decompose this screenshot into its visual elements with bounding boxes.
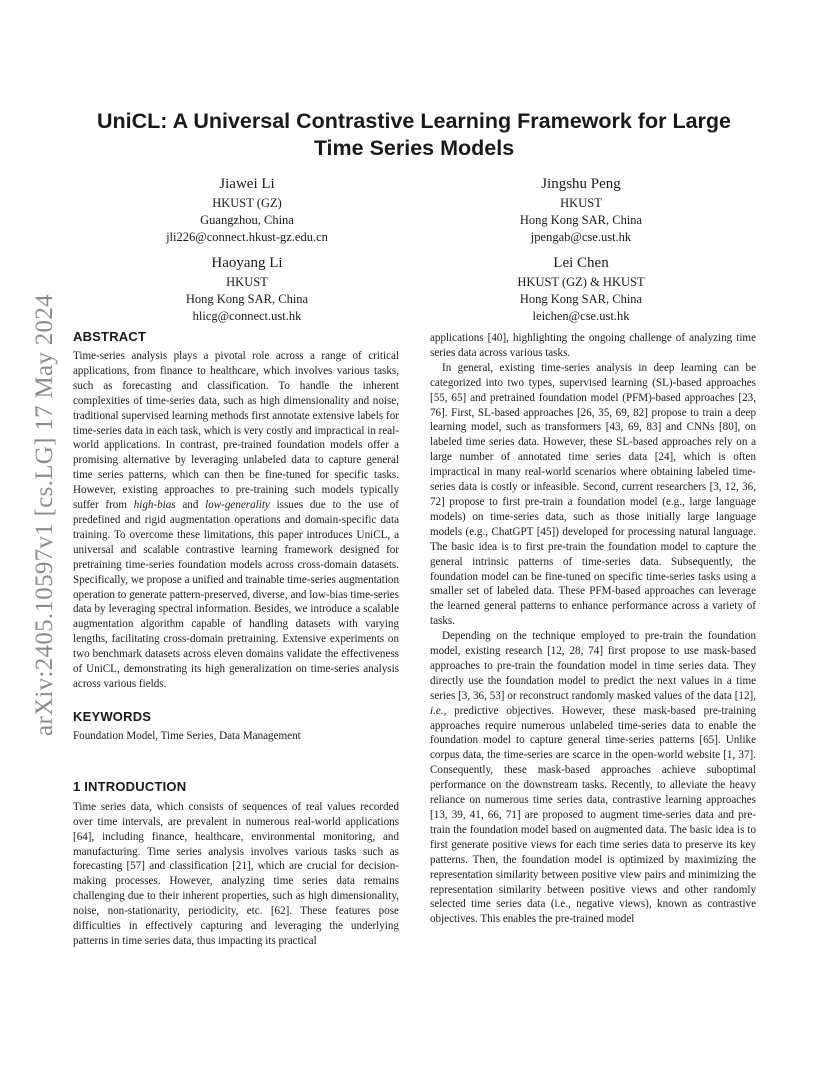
author-email: jpengab@cse.ust.hk: [530, 230, 632, 244]
arxiv-identifier-stamp: [28, 270, 62, 760]
author-location: Guangzhou, China: [200, 213, 294, 227]
author-location: Hong Kong SAR, China: [185, 292, 309, 306]
introduction-heading: 1 INTRODUCTION: [73, 778, 187, 794]
arxiv-identifier-text: arXiv:2405.10597v1 [cs.LG] 17 May 2024: [31, 294, 58, 736]
body-paragraph: Depending on the technique employed to pre-train the foundation model, existing research [12, 28, 74] first propose to use mask-based approaches to pre-train the foundation model in time series data. They directly use the foundation model to predict the next values in a time series [3, 36, 53] or reconstruct randomly masked values of the data [12], i.e., predictive objectives. However, these mask-based pre-training approaches require numerous unlabeled time-series data to enable the foundation model to capture general time-series patterns [65]. Unlike corpus data, the time-series are scarce in the open-world website [1, 37]. Consequently, these mask-based approaches achieve suboptimal performance on the downstream tasks. Recently, to alleviate the heavy reliance on numerous time series data, contrastive learning approaches [13, 39, 41, 66, 71] are proposed to augment time-series data and pre-train the foundation model based on augmented data. The basic idea is to first generate positive views for each time series data to preserve its key patterns. Then, the foundation model is optimized by maximizing the representation similarity between positive view pairs and minimizing the representation similarity between positive views and other randomly selected time series data (i.e., negative views), known as contrastive objectives. This enables the pre-trained model: [430, 630, 756, 926]
paper-title: UniCL: A Universal Contrastive Learning Framework for Large Time Series Models: [97, 109, 731, 160]
author-name: Jingshu Peng: [541, 176, 621, 192]
author-block-4: [431, 253, 731, 325]
author-location: Hong Kong SAR, China: [519, 213, 643, 227]
author-name: Lei Chen: [553, 255, 609, 271]
keywords-text: Foundation Model, Time Series, Data Management: [73, 729, 301, 742]
author-email: hlicg@connect.ust.hk: [192, 309, 302, 323]
author-block-1: [97, 174, 397, 246]
author-block-3: [97, 253, 397, 325]
abstract-heading: ABSTRACT: [73, 329, 147, 344]
body-paragraph: In general, existing time-series analysis in deep learning can be categorized into two types, supervised learning (SL)-based approaches [55, 65] and pretrained foundation model (PFM)-based approaches [23, 76]. First, SL-based approaches [26, 35, 69, 82] propose to train a deep learning model, such as transformers [43, 69, 83] and CNNs [80], on labeled time series data. However, these SL-based approaches rely on a large number of annotated time series data [24], which is often impractical in many real-world scenarios where obtaining labeled time-series data is costly or infeasible. Second, current researchers [3, 12, 36, 72] propose to first pre-train a foundation model (e.g., large language models) on time-series data, such as those initially large language models (e.g., ChatGPT [45]) developed for processing natural language. The basic idea is to first pre-train the foundation model to capture the general intrinsic patterns of time-series data. Subsequently, the foundation model can be fine-tuned on specific time-series tasks using a smaller set of labeled data. These PFM-based approaches can leverage the learned general patterns to enhance performance across a variety of tasks.: [430, 361, 756, 628]
keywords-heading: KEYWORDS: [73, 708, 152, 724]
author-name: Jiawei Li: [219, 176, 275, 192]
body-paragraph: applications [40], highlighting the ongoing challenge of analyzing time series data across various tasks.: [430, 332, 756, 359]
author-affiliation: HKUST (GZ) & HKUST: [517, 275, 645, 289]
abstract-text: Time-series analysis plays a pivotal role across a range of critical applications, from finance to healthcare, which involves various tasks, such as forecasting and classification. To handle the inherent complexities of time-series data, such as high dimensionality and noise, traditional supervised learning methods first annotate extensive labels for time-series data in each task, which is very costly and impractical in real-world applications. In contrast, pre-trained foundation models offer a promising alternative by leveraging unlabeled data to capture general time series patterns, which can then be fine-tuned for specific tasks. However, existing approaches to pre-training such models typically suffer from high-bias and low-generality issues due to the use of predefined and rigid augmentation operations and domain-specific data training. To overcome these limitations, this paper introduces UniCL, a universal and scalable contrastive learning framework designed for pretraining time-series foundation models across cross-domain datasets. Specifically, we propose a unified and trainable time-series augmentation operation to generate pattern-preserved, diverse, and low-bias time-series data by leveraging spectral information. Besides, we introduce a scalable augmentation algorithm capable of handling datasets with varying lengths, facilitating cross-domain pretraining. Extensive experiments on two benchmark datasets across eleven domains validate the effectiveness of UniCL, demonstrating its high generalization on time-series analysis across various fields.: [73, 350, 399, 690]
author-location: Hong Kong SAR, China: [519, 292, 643, 306]
left-column: [73, 329, 399, 949]
author-affiliation: HKUST: [226, 275, 268, 289]
introduction-paragraph: Time series data, which consists of sequences of real values recorded over time intervals, are prevalent in numerous real-world applications [64], including finance, healthcare, environmental monitoring, and manufacturing. Time series analysis involves various tasks such as forecasting [57] and classification [21], which are crucial for decision-making processes. However, analyzing time series data remains challenging due to their inherent properties, such as high dimensionality, noise, non-stationarity, periodicity, etc. [62]. These features pose difficulties in effectively capturing and leveraging the underlying patterns in time series data, thus impacting its practical: [73, 800, 399, 947]
author-name: Haoyang Li: [211, 255, 283, 271]
author-block-2: [431, 174, 731, 246]
right-column: [430, 331, 756, 927]
author-affiliation: HKUST: [560, 196, 602, 210]
author-email: jli226@connect.hkust-gz.edu.cn: [166, 230, 328, 244]
author-email: leichen@cse.ust.hk: [532, 309, 630, 323]
author-affiliation: HKUST (GZ): [212, 196, 282, 210]
